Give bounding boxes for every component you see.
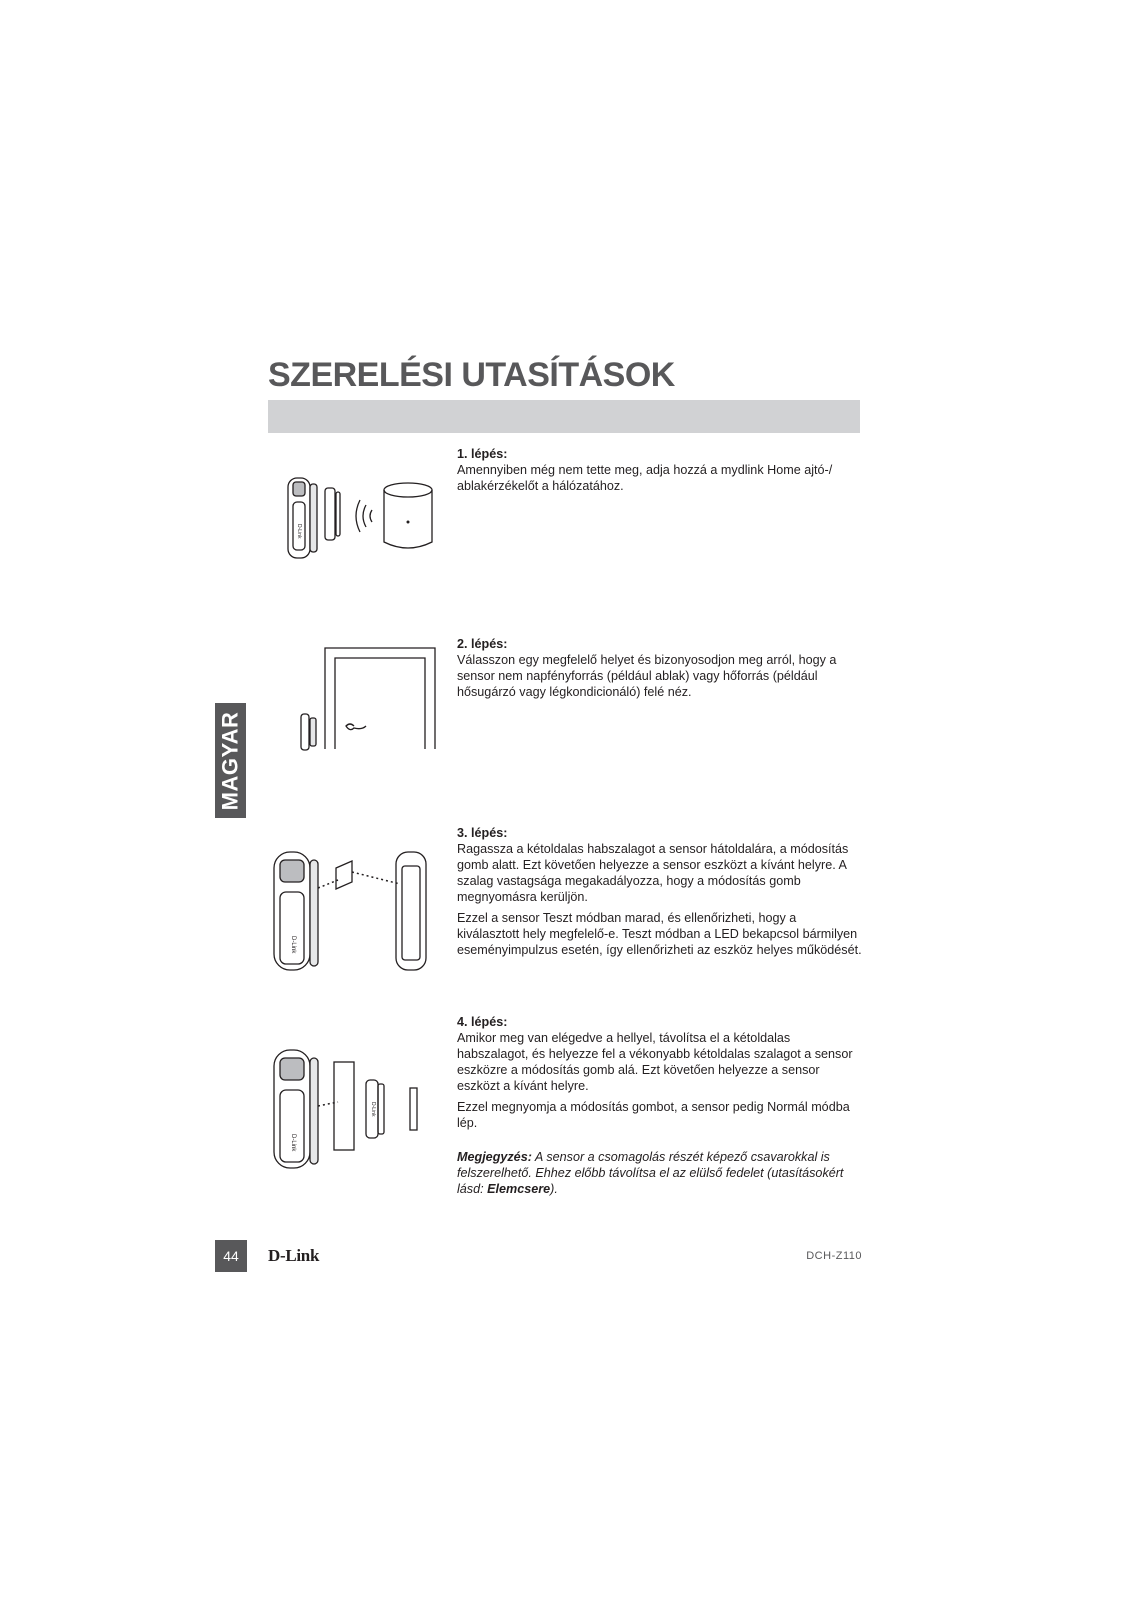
note-text: A sensor a csomagolás részét képező csavarokkal is felszerelhető. Ehhez előbb távolítsa el az elülső fedelet (utasításokért lásd: (457, 1150, 844, 1196)
step-heading: 4. lépés: (457, 1015, 508, 1029)
step4-illustration (270, 1046, 440, 1171)
step-heading: 1. lépés: (457, 447, 508, 461)
step-heading: 3. lépés: (457, 826, 508, 840)
page-title: SZERELÉSI UTASÍTÁSOK (268, 356, 675, 394)
step-paragraph: Amennyiben még nem tette meg, adja hozzá a mydlink Home ajtó-/ ablakérzékelőt a hálózatához. (457, 463, 833, 493)
step-3 (457, 825, 862, 963)
step-heading: 2. lépés: (457, 637, 508, 651)
title-bar (268, 400, 860, 433)
device-brand-label: D-Link (290, 1134, 296, 1152)
note-label: Megjegyzés: (457, 1150, 532, 1164)
step3-illustration (270, 848, 440, 973)
step-paragraph: Amikor meg van elégedve a hellyel, távolítsa el a kétoldalas habszalagot, és helyezze fel a vékonyabb kétoldalas szalagot a sensor eszközre a módosítás gomb alá. Ezt követően helyezze a sensor eszközt a kívánt helyre. (457, 1031, 853, 1093)
step-paragraph: Ragassza a kétoldalas habszalagot a sensor hátoldalára, a módosítás gomb alatt. Ezt követően helyezze a sensor eszközt a kívánt helyre. A szalag vastagsága megakadályozza, hogy a módosítás gomb megnyomásra kerüljön. (457, 842, 849, 904)
step-1 (457, 446, 862, 499)
step2-illustration (292, 646, 437, 751)
step-2 (457, 636, 862, 705)
note-end: ). (550, 1182, 558, 1196)
language-tab-label: MAGYAR (217, 711, 243, 810)
device-brand-label: D-Link (370, 1102, 376, 1117)
device-brand-label: D-Link (290, 936, 296, 954)
step-paragraph: Ezzel megnyomja a módosítás gombot, a sensor pedig Normál módba lép. (457, 1100, 850, 1130)
step-paragraph: Ezzel a sensor Teszt módban marad, és ellenőrizheti, hogy a kiválasztott hely megfelelő-e. Teszt módban a LED bekapcsol bármilyen eseményimpulzus esetén, így ellenőrizheti az eszköz helyes működését. (457, 911, 862, 957)
step-paragraph: Válasszon egy megfelelő helyet és bizonyosodjon meg arról, hogy a sensor nem napfényforrás (például ablak) vagy hőforrás (például hősugárzó vagy légkondicionáló) felé néz. (457, 653, 837, 699)
note-reference: Elemcsere (487, 1182, 551, 1196)
brand-logo: D-Link (268, 1246, 320, 1265)
step-4 (457, 1014, 862, 1136)
model-number: DCH-Z110 (806, 1250, 862, 1262)
step1-illustration (280, 472, 445, 567)
note (457, 1149, 862, 1197)
page-number: 44 (215, 1240, 247, 1272)
language-tab (215, 703, 246, 818)
device-brand-label: D-Link (296, 524, 302, 539)
